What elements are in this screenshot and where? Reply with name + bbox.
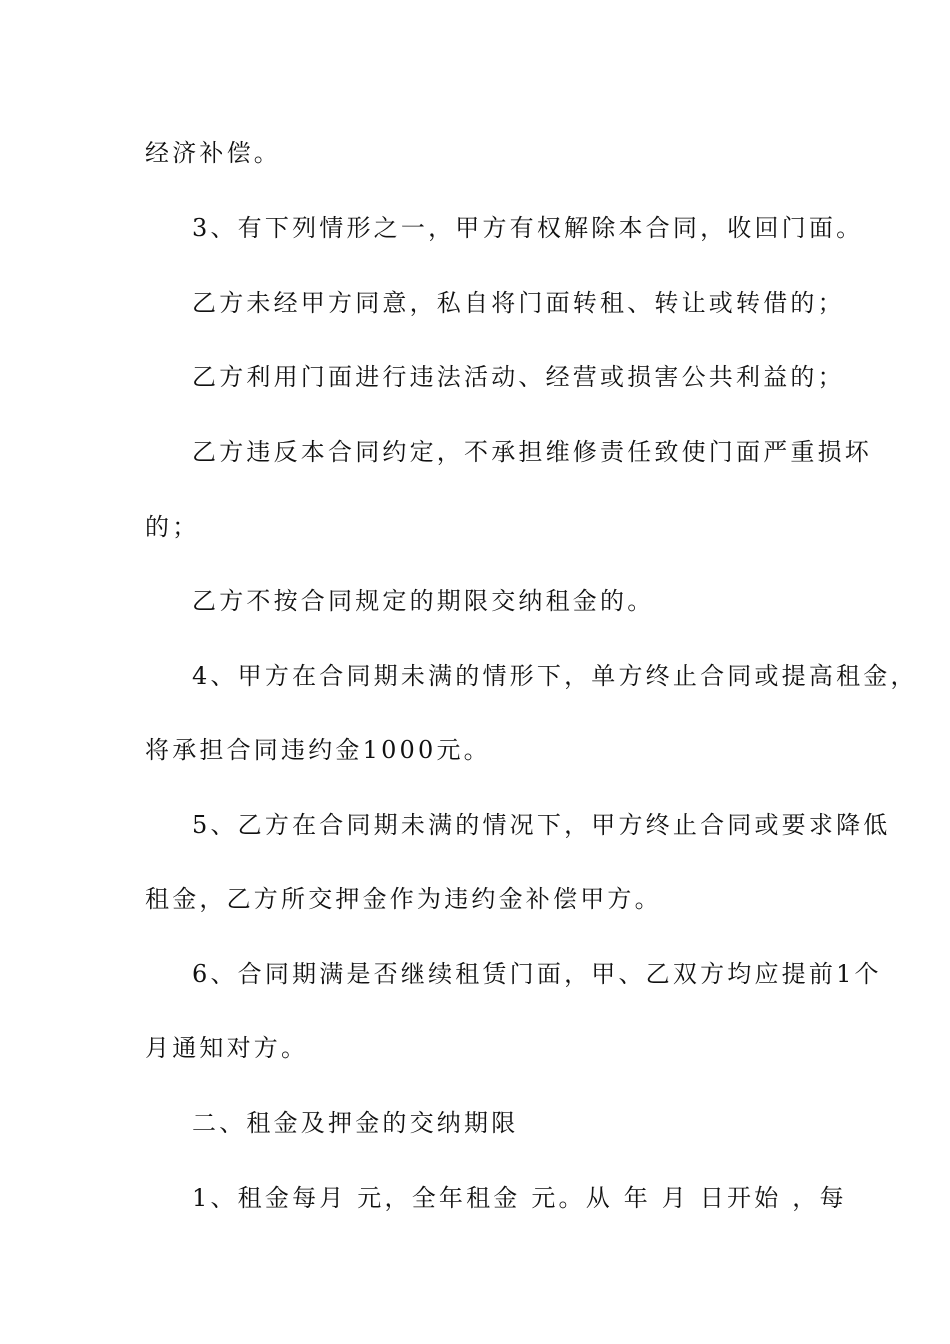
paragraph-line: 5、乙方在合同期未满的情况下，甲方终止合同或要求降低: [192, 811, 891, 839]
paragraph-line: 经济补偿。: [145, 139, 281, 167]
paragraph-line: 租金，乙方所交押金作为违约金补偿甲方。: [145, 885, 662, 913]
paragraph-line: 月通知对方。: [145, 1034, 309, 1062]
section-heading: 二、租金及押金的交纳期限: [192, 1109, 519, 1137]
paragraph-line: 乙方违反本合同约定，不承担维修责任致使门面严重损坏: [192, 438, 872, 466]
paragraph-line: 乙方利用门面进行违法活动、经营或损害公共利益的；: [192, 363, 845, 391]
paragraph-line: 1、租金每月 元，全年租金 元。从 年 月 日开始 ，每: [192, 1184, 847, 1212]
paragraph-line: 乙方未经甲方同意，私自将门面转租、转让或转借的；: [192, 289, 845, 317]
paragraph-line: 将承担合同违约金1000元。: [145, 736, 491, 764]
paragraph-line: 4、甲方在合同期未满的情形下，单方终止合同或提高租金，: [192, 662, 918, 690]
paragraph-line: 6、合同期满是否继续租赁门面，甲、乙双方均应提前1个: [192, 960, 882, 988]
paragraph-line: 的；: [145, 513, 200, 541]
paragraph-line: 3、有下列情形之一，甲方有权解除本合同，收回门面。: [192, 214, 864, 242]
paragraph-line: 乙方不按合同规定的期限交纳租金的。: [192, 587, 655, 615]
